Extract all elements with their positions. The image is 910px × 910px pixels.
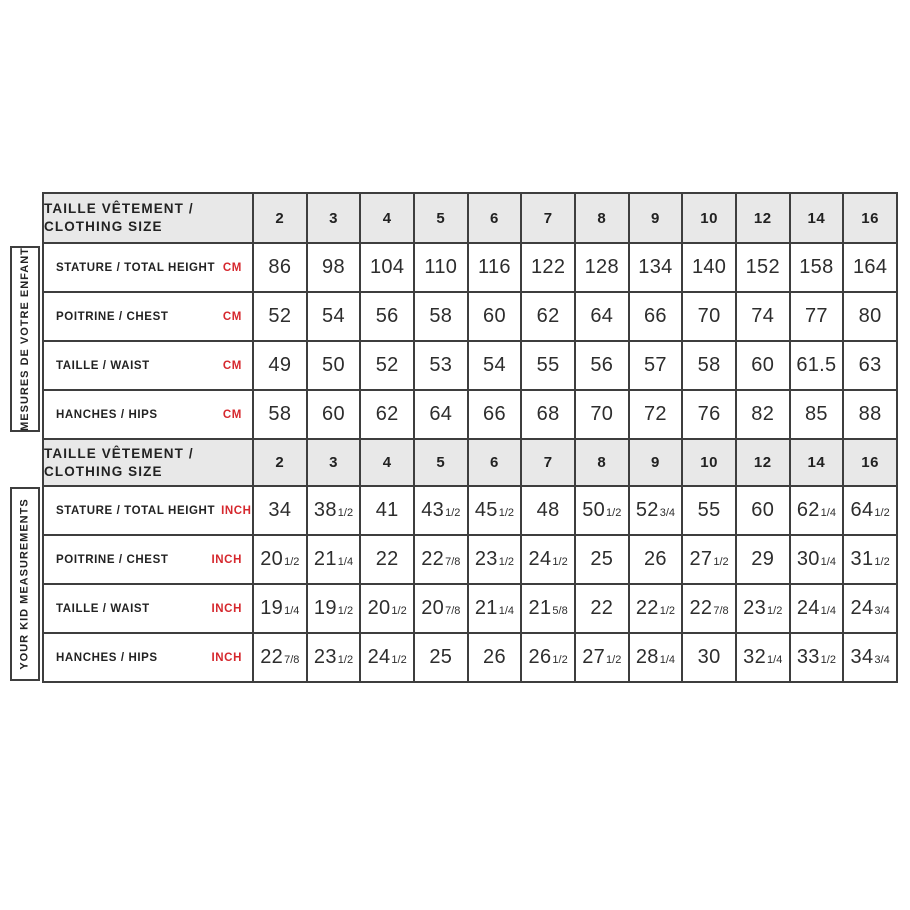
measurement-value: 86 [253,243,307,292]
fraction-part: 1/2 [552,556,568,568]
measurement-value: 64 [575,292,629,341]
measurement-value: 191/4 [253,584,307,633]
measurement-value: 62 [521,292,575,341]
fraction-part: 1/4 [767,654,783,666]
measurement-value: 271/2 [575,633,629,682]
measurement-value: 58 [414,292,468,341]
size-col-header-cm-3: 3 [307,193,361,243]
fraction-part: 1/2 [659,605,675,617]
measurement-value: 48 [521,486,575,535]
measurement-value: 41 [360,486,414,535]
fraction-part: 1/2 [820,654,836,666]
fraction-part: 1/2 [552,654,568,666]
unit-label-cm: CM [222,310,242,323]
measurement-value: 50 [307,341,361,390]
fraction-part: 1/2 [874,556,890,568]
measurement-value: 70 [682,292,736,341]
measurement-value: 122 [521,243,575,292]
unit-label-inch: INCH [211,553,242,566]
size-col-header-inch-5: 5 [414,439,468,486]
size-header-line2: CLOTHING SIZE [44,463,163,479]
measurement-value: 64 [414,390,468,439]
fraction-part: 7/8 [445,605,461,617]
row-label-text: STATURE / TOTAL HEIGHT [56,261,216,274]
row-label-cell [43,486,253,535]
size-col-header-cm-5: 5 [414,193,468,243]
size-col-header-inch-6: 6 [468,439,522,486]
measurement-value: 29 [736,535,790,584]
fraction-part: 3/4 [874,654,890,666]
measurement-value: 22 [575,584,629,633]
measurement-value: 243/4 [843,584,897,633]
row-label-cell [43,390,253,439]
fraction-part: 1/2 [445,507,461,519]
row-label-text: HANCHES / HIPS [56,408,158,421]
measurement-value: 74 [736,292,790,341]
size-col-header-cm-14: 14 [790,193,844,243]
row-label-cell [43,584,253,633]
size-header-row-cm [43,193,897,243]
fraction-part: 1/4 [498,605,515,617]
row-label-cell [43,243,253,292]
measurement-value: 227/8 [414,535,468,584]
measurement-value: 77 [790,292,844,341]
measurement-value: 321/4 [736,633,790,682]
measurement-value: 62 [360,390,414,439]
fraction-part: 1/2 [337,654,354,666]
measurement-value: 58 [682,341,736,390]
row-label-cell [43,341,253,390]
row-label-flex [44,554,252,566]
measurement-value: 241/4 [790,584,844,633]
side-label-cm-box [10,246,40,432]
fraction-part: 3/4 [659,507,675,519]
size-col-header-cm-9: 9 [629,193,683,243]
measurement-value: 523/4 [629,486,683,535]
fraction-part: 1/2 [606,654,622,666]
measurement-value: 72 [629,390,683,439]
measurement-value: 641/2 [843,486,897,535]
measurement-value: 49 [253,341,307,390]
fraction-part: 1/2 [391,605,407,617]
unit-label-inch: INCH [221,504,252,517]
measurement-value: 66 [468,390,522,439]
measurement-value: 60 [736,341,790,390]
measurement-value: 53 [414,341,468,390]
measurement-value: 211/4 [468,584,522,633]
size-col-header-inch-4: 4 [360,439,414,486]
measurement-value: 281/4 [629,633,683,682]
measurement-value: 60 [307,390,361,439]
measurement-value: 88 [843,390,897,439]
measurement-value: 110 [414,243,468,292]
measurement-value: 231/2 [307,633,361,682]
measurement-value: 241/2 [521,535,575,584]
row-label-text: TAILLE / WAIST [56,359,150,372]
measurement-value: 621/4 [790,486,844,535]
size-header-label-inch [43,439,253,486]
measurement-value: 104 [360,243,414,292]
measurement-value: 30 [682,633,736,682]
size-col-header-inch-12: 12 [736,439,790,486]
size-header-row-inch [43,439,897,486]
size-col-header-cm-2: 2 [253,193,307,243]
size-chart-body [43,193,897,682]
unit-label-inch: INCH [211,602,242,615]
measurement-value: 381/2 [307,486,361,535]
measurement-row [43,292,897,341]
fraction-part: 1/2 [874,507,890,519]
measurement-value: 56 [575,341,629,390]
measurement-value: 85 [790,390,844,439]
measurement-value: 76 [682,390,736,439]
size-col-header-cm-8: 8 [575,193,629,243]
row-label-flex [44,505,252,517]
measurement-value: 116 [468,243,522,292]
measurement-row [43,535,897,584]
measurement-value: 140 [682,243,736,292]
size-chart-table [42,192,898,683]
measurement-row [43,584,897,633]
measurement-value: 52 [253,292,307,341]
unit-label-inch: INCH [211,651,242,664]
measurement-value: 98 [307,243,361,292]
measurement-value: 60 [468,292,522,341]
measurement-value: 201/2 [253,535,307,584]
measurement-value: 152 [736,243,790,292]
size-col-header-inch-7: 7 [521,439,575,486]
measurement-value: 227/8 [682,584,736,633]
measurement-value: 34 [253,486,307,535]
row-label-flex [44,603,252,615]
measurement-value: 261/2 [521,633,575,682]
fraction-part: 5/8 [552,605,568,617]
measurement-value: 70 [575,390,629,439]
measurement-value: 57 [629,341,683,390]
measurement-row [43,341,897,390]
measurement-value: 54 [307,292,361,341]
fraction-part: 1/2 [767,605,783,617]
measurement-value: 26 [629,535,683,584]
measurement-value: 26 [468,633,522,682]
row-label-flex [44,311,252,323]
size-header-line2: CLOTHING SIZE [44,219,163,234]
row-label-cell [43,535,253,584]
measurement-value: 241/2 [360,633,414,682]
row-label-text: TAILLE / WAIST [56,602,150,615]
measurement-value: 331/2 [790,633,844,682]
measurement-value: 191/2 [307,584,361,633]
measurement-value: 22 [360,535,414,584]
measurement-value: 231/2 [468,535,522,584]
row-label-text: POITRINE / CHEST [56,310,169,323]
fraction-part: 7/8 [713,605,729,617]
fraction-part: 7/8 [284,654,300,666]
measurement-value: 431/2 [414,486,468,535]
measurement-value: 301/4 [790,535,844,584]
measurement-value: 134 [629,243,683,292]
measurement-value: 311/2 [843,535,897,584]
size-col-header-cm-16: 16 [843,193,897,243]
fraction-part: 1/2 [713,556,729,568]
fraction-part: 1/2 [498,507,515,519]
fraction-part: 1/4 [284,605,300,617]
measurement-value: 231/2 [736,584,790,633]
row-label-flex [44,652,252,664]
measurement-value: 227/8 [253,633,307,682]
measurement-value: 211/4 [307,535,361,584]
side-label-inch-box [10,487,40,681]
row-label-flex [44,262,252,274]
size-col-header-cm-4: 4 [360,193,414,243]
fraction-part: 1/2 [498,556,515,568]
fraction-part: 1/2 [391,654,407,666]
measurement-value: 56 [360,292,414,341]
unit-label-cm: CM [222,261,242,274]
row-label-text: HANCHES / HIPS [56,651,158,664]
row-label-text: POITRINE / CHEST [56,553,169,566]
size-col-header-cm-7: 7 [521,193,575,243]
measurement-value: 451/2 [468,486,522,535]
measurement-value: 68 [521,390,575,439]
fraction-part: 1/2 [606,507,622,519]
fraction-part: 1/2 [284,556,300,568]
measurement-row [43,390,897,439]
measurement-value: 201/2 [360,584,414,633]
measurement-value: 128 [575,243,629,292]
fraction-part: 1/4 [659,654,675,666]
measurement-row [43,486,897,535]
fraction-part: 7/8 [445,556,461,568]
size-chart-wrapper [42,192,898,683]
measurement-row [43,633,897,682]
measurement-value: 501/2 [575,486,629,535]
measurement-value: 63 [843,341,897,390]
measurement-value: 60 [736,486,790,535]
measurement-value: 164 [843,243,897,292]
measurement-value: 54 [468,341,522,390]
measurement-value: 215/8 [521,584,575,633]
measurement-value: 82 [736,390,790,439]
measurement-value: 58 [253,390,307,439]
side-label-cm: MESURES DE VOTRE ENFANT [19,247,31,431]
measurement-value: 271/2 [682,535,736,584]
fraction-part: 1/4 [820,556,836,568]
size-header-line1: TAILLE VÊTEMENT / [44,445,194,461]
size-col-header-cm-6: 6 [468,193,522,243]
size-header-label-cm [43,193,253,243]
measurement-value: 207/8 [414,584,468,633]
size-header-line1: TAILLE VÊTEMENT / [44,201,194,217]
size-col-header-inch-10: 10 [682,439,736,486]
fraction-part: 1/2 [337,507,354,519]
fraction-part: 1/4 [820,605,836,617]
measurement-value: 343/4 [843,633,897,682]
size-col-header-cm-12: 12 [736,193,790,243]
fraction-part: 3/4 [874,605,890,617]
measurement-value: 61.5 [790,341,844,390]
measurement-value: 66 [629,292,683,341]
row-label-flex [44,409,252,421]
size-col-header-inch-16: 16 [843,439,897,486]
fraction-part: 1/2 [337,605,354,617]
unit-label-cm: CM [222,359,242,372]
size-col-header-inch-2: 2 [253,439,307,486]
measurement-value: 221/2 [629,584,683,633]
measurement-value: 80 [843,292,897,341]
fraction-part: 1/4 [337,556,354,568]
size-col-header-inch-8: 8 [575,439,629,486]
size-col-header-inch-9: 9 [629,439,683,486]
side-label-inch: YOUR KID MEASUREMENTS [19,498,31,670]
measurement-value: 25 [575,535,629,584]
measurement-value: 25 [414,633,468,682]
fraction-part: 1/4 [820,507,836,519]
row-label-text: STATURE / TOTAL HEIGHT [56,504,216,517]
row-label-flex [44,360,252,372]
unit-label-cm: CM [222,408,242,421]
size-col-header-inch-14: 14 [790,439,844,486]
measurement-row [43,243,897,292]
measurement-value: 52 [360,341,414,390]
measurement-value: 55 [682,486,736,535]
size-col-header-inch-3: 3 [307,439,361,486]
size-col-header-cm-10: 10 [682,193,736,243]
row-label-cell [43,292,253,341]
measurement-value: 55 [521,341,575,390]
row-label-cell [43,633,253,682]
measurement-value: 158 [790,243,844,292]
